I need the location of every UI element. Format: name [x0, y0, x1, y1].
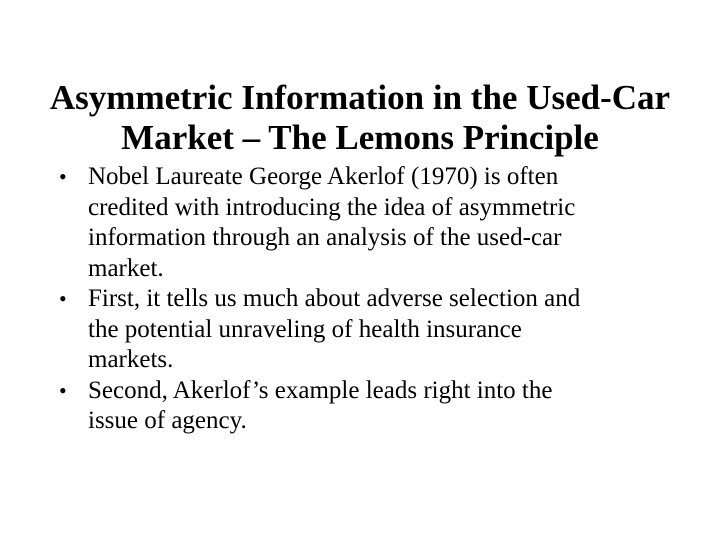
- bullet-1-line-3: information through an analysis of the used-car: [88, 224, 562, 251]
- bullet-2-line-2: the potential unraveling of health insurance: [88, 315, 522, 343]
- bullet-1-line-4: market.: [88, 254, 164, 282]
- bullet-agency: [58, 376, 688, 437]
- bullet-list: [58, 162, 688, 437]
- bullet-akerlof: [58, 162, 688, 284]
- bullet-1-line-2: credited with introducing the idea of asymmetric: [88, 193, 576, 221]
- slide-title: [36, 78, 684, 158]
- bullet-2-line-1: First, it tells us much about adverse selection and: [88, 285, 581, 312]
- bullet-dot-icon: •: [59, 377, 67, 403]
- bullet-adverse-selection: [58, 284, 688, 376]
- title-line-2: Market – The Lemons Principle: [121, 118, 599, 158]
- bullet-3-line-1: Second, Akerlof’s example leads right into the: [88, 376, 553, 404]
- bullet-2-line-3: markets.: [88, 346, 174, 373]
- bullet-1-line-1: Nobel Laureate George Akerlof (1970) is often: [88, 163, 559, 190]
- title-line-1: Asymmetric Information in the Used-Car: [49, 78, 671, 118]
- bullet-dot-icon: •: [59, 164, 67, 189]
- bullet-3-line-2: issue of agency.: [88, 407, 247, 434]
- bullet-dot-icon: •: [59, 286, 67, 311]
